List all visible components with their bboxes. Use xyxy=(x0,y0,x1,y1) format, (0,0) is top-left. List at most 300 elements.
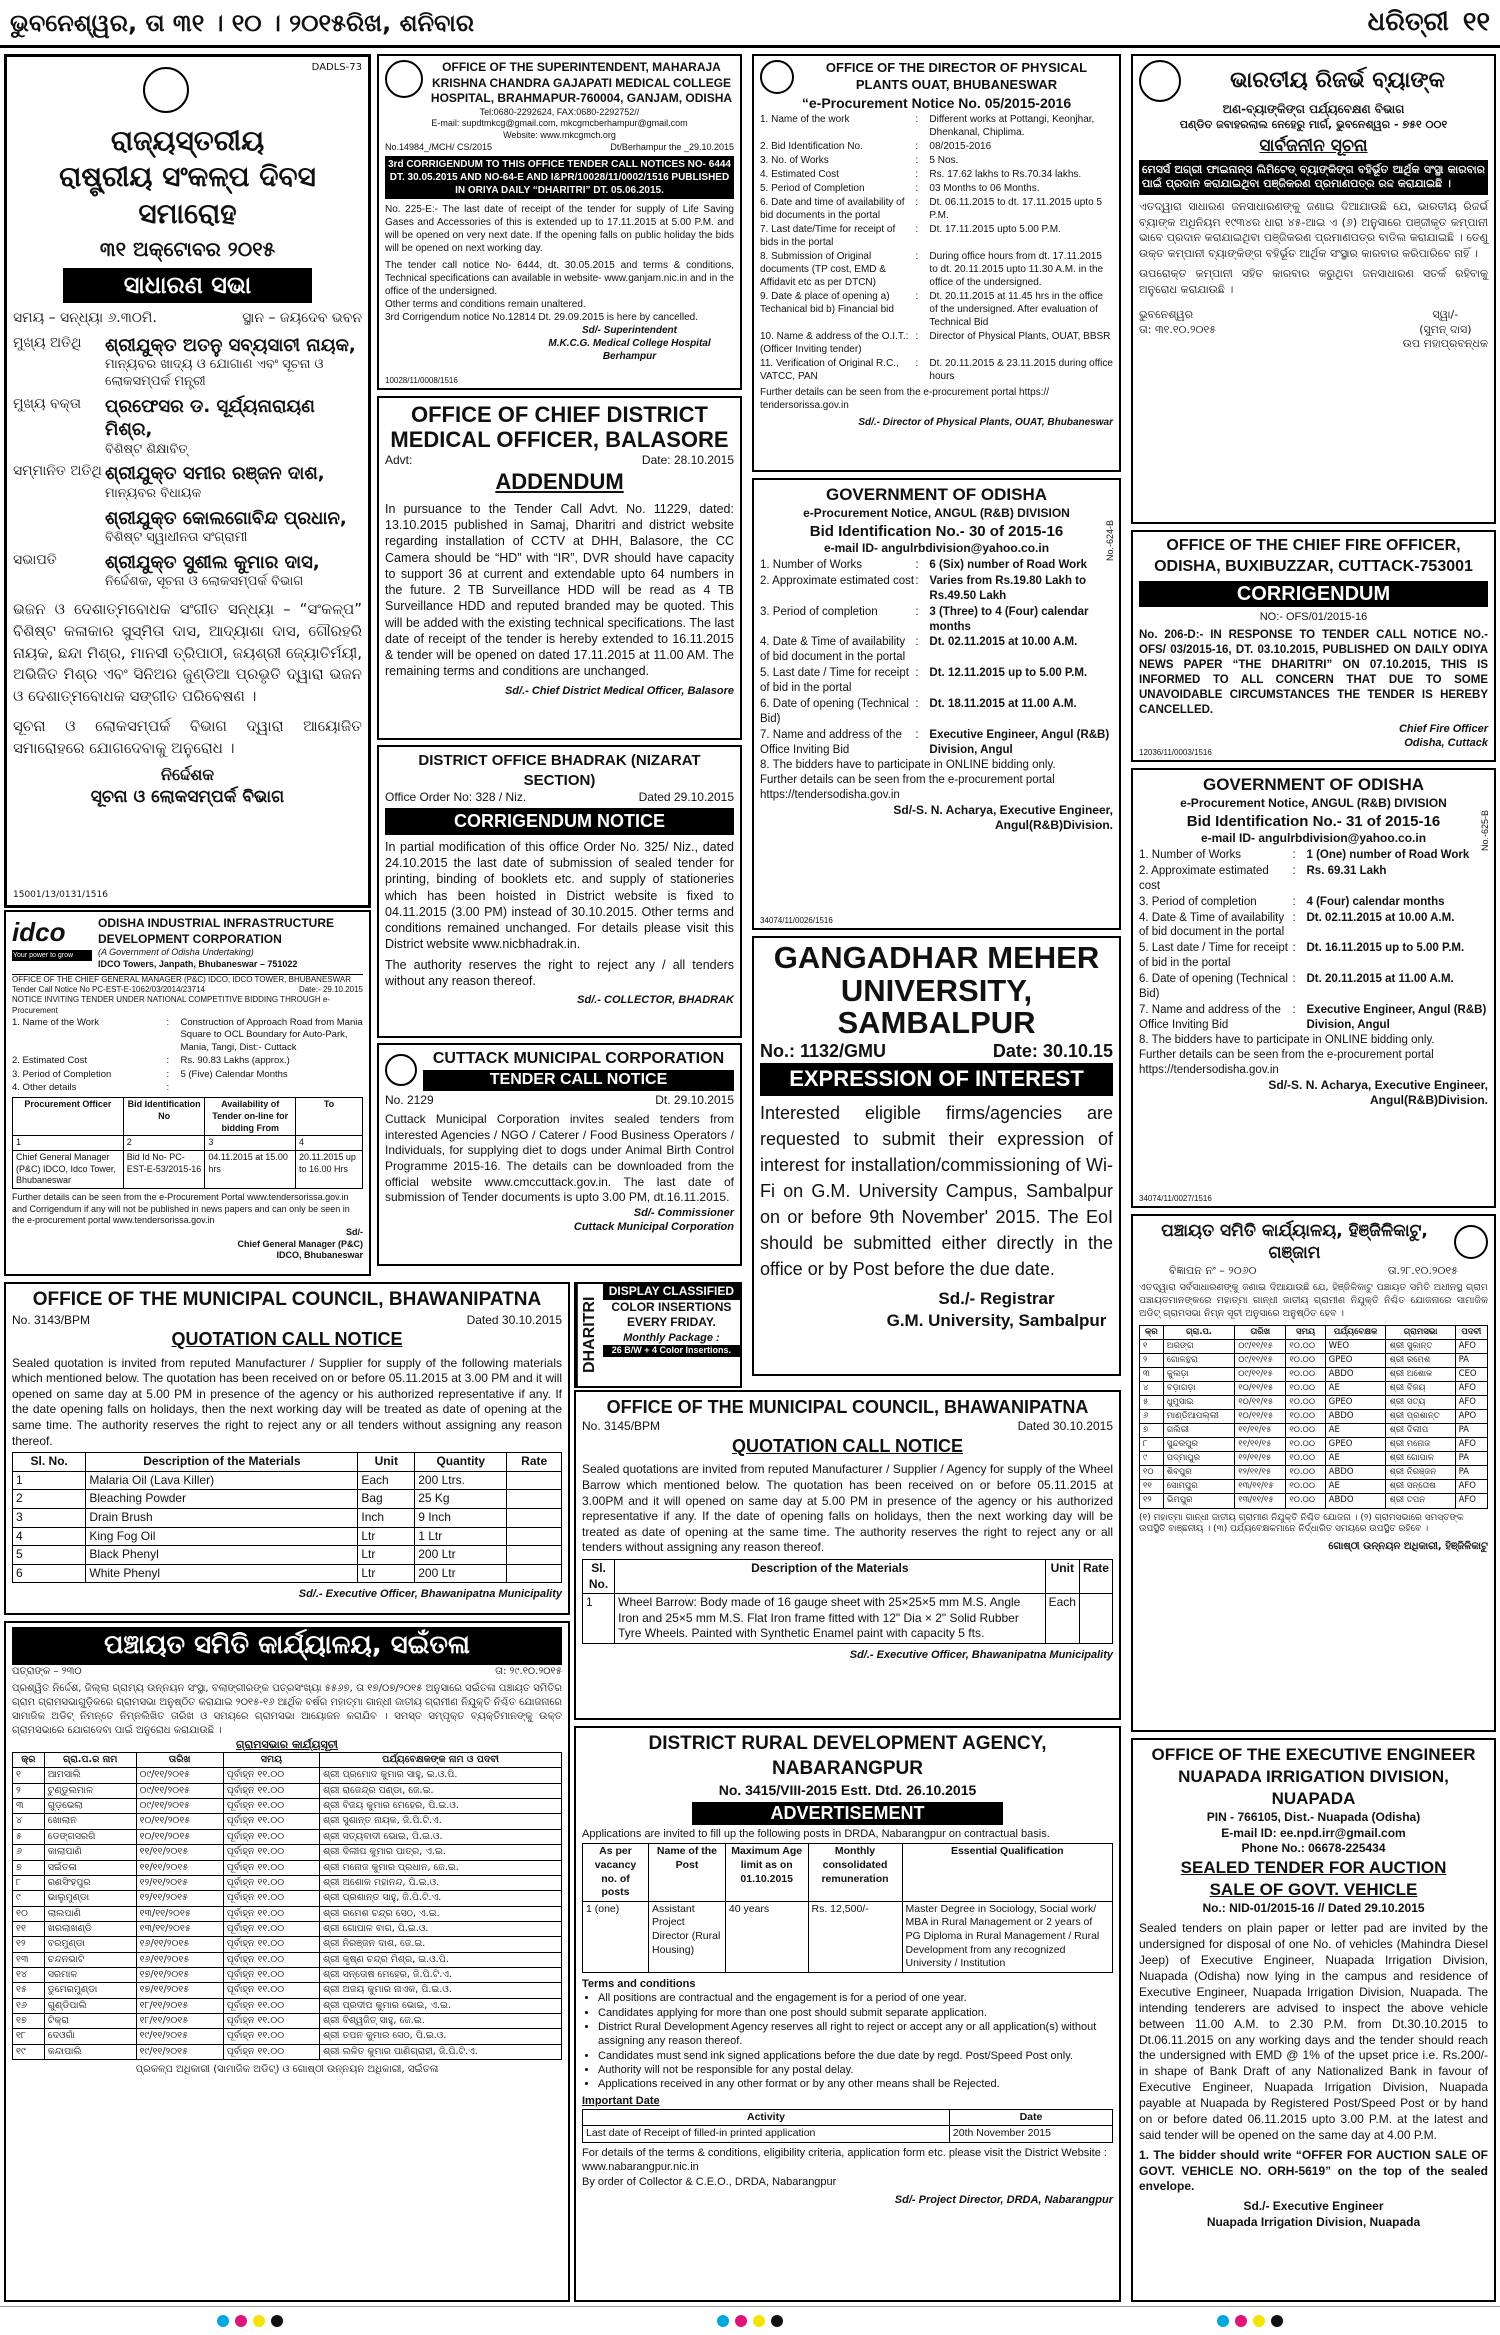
ad-gmu xyxy=(752,936,1121,1376)
emblem-icon xyxy=(143,67,189,113)
dharitri-vertical: DHARITRI xyxy=(576,1284,603,1386)
table-row xyxy=(13,1860,562,1875)
table-header-cell: Name of the Post xyxy=(649,1844,726,1902)
idco-title-block xyxy=(98,916,363,971)
ouat-footer: Further details can be seen from the e-procurement portal https:// tendersorissa.gov.in xyxy=(760,387,1050,412)
gmu-sub: EXPRESSION OF INTEREST xyxy=(760,1063,1113,1096)
detail-row xyxy=(12,1017,363,1054)
table-cell: ୧୨ xyxy=(1140,1494,1164,1508)
angul-31-ref: 34074/11/0027/1516 xyxy=(1139,1193,1212,1203)
detail-row xyxy=(760,290,1113,329)
table-cell: ପୂର୍ବାହ୍ନ ୧୧.୦୦ xyxy=(223,1921,319,1936)
table-cell: ଆମସାଲି xyxy=(44,1768,136,1783)
table-cell: ଭିମପୁର xyxy=(1163,1494,1234,1508)
nuapada-body: Sealed tenders on plain paper or letter pad are invited by the undersigned for disposal of one No. of vehicles (Mahindra Diesel Jeep) of Executive Engineer, Nuapada Irrigation Division, Nuapada (Odisha) now lying in the campus and residence of Executive Engineer, Nuapada Irrigation Division, Nuapada. The intending tenderers are advised to inspect the above vehicle between 11.00 A.M. to 2.30 P.M. from Dt.30.10.2015 to Dt.06.11.2015 on any working days and the tender should reach the undersigned with EMD @ 1% of the upset price i.e. Rs.200/- in shape of Bank Draft of any Nationalized Bank in favour of Executive Engineer, Nuapada Irrigation Division, Nuapada payable at Nuapada by Registered Post/Speed Post or by hand on or before dated 06.11.2015 upto 3.00 P.M. at the latest and said tender will be opened on the same day at 4.00 P.M. xyxy=(1139,1920,1488,2143)
ad-hinjili xyxy=(1131,1214,1496,1732)
idco-sig-3: IDCO, Bhubaneswar xyxy=(276,1250,363,1261)
table-cell: ଶ୍ରୀ ପ୍ରଶାନ୍ତ xyxy=(1386,1410,1455,1424)
detail-value: Rs. 90.83 Lakhs (approx.) xyxy=(180,1055,290,1067)
detail-value: Executive Engineer, Angul (R&B) Division, Angul xyxy=(1306,1004,1487,1032)
table-cell xyxy=(507,1509,562,1528)
table-cell: ୧୦ xyxy=(1140,1466,1164,1480)
table-cell: ପୂର୍ବାହ୍ନ ୧୧.୦୦ xyxy=(223,1891,319,1906)
detail-key: 2. Approximate estimated cost xyxy=(760,574,915,587)
table-cell: ୫ xyxy=(1140,1396,1164,1410)
nuapada-phone: Phone No.: 06678-225434 xyxy=(1241,1841,1386,1856)
detail-sep: : xyxy=(915,224,919,236)
table-cell: AFO xyxy=(1455,1438,1487,1452)
fire-sig-1: Chief Fire Officer xyxy=(1398,722,1488,735)
ouat-sub: “e-Procurement Notice No. 05/2015-2016 xyxy=(801,95,1072,111)
nuapada-title: OFFICE OF THE EXECUTIVE ENGINEER NUAPADA IRRIGATION DIVISION, NUAPADA xyxy=(1151,1745,1476,1809)
bpm1-sig: Sd/.- Executive Officer, Bhawanipatna Municipality xyxy=(298,1588,562,1601)
table-cell: ଗଲିରୀ xyxy=(1163,1424,1234,1438)
detail-row xyxy=(1139,941,1488,971)
table-cell: ୧୦/୧୧/୧୫ xyxy=(1235,1382,1286,1396)
guest-list xyxy=(13,334,362,592)
table-header-cell: ପଦବୀ xyxy=(1455,1325,1487,1339)
detail-key: 3. No. of Works xyxy=(760,155,829,167)
brand-name: ଧରିତ୍ରୀ xyxy=(1367,7,1449,37)
detail-sep: : xyxy=(166,1081,170,1093)
table-cell: ABDO xyxy=(1325,1494,1386,1508)
table-header-cell: Date xyxy=(949,2109,1112,2126)
table-cell: ଶ୍ରୀ ସୁଶାନ୍ତ ନାୟକ, ଜି.ପି.ଟି.ଏ. xyxy=(320,1814,562,1829)
angul-31-item-8: 8. The bidders have to participate in ONLINE bidding only. xyxy=(1139,1034,1435,1047)
dharitri-title: DISPLAY CLASSIFIED xyxy=(603,1284,740,1300)
gmu-no: No.: 1132/GMU xyxy=(760,1040,887,1061)
balasore-body: In pursuance to the Tender Call Advt. No. 11229, dated: 13.10.2015 published in Samaj, Dharitri and district website regarding installation of CCTV at DHH, Balasore, the CC Camera should be “HD” with “IR”, DVR should have capacity to support 36 at current and extendable upto 64 numbers in the future. 2 TB Surveillance HDD will be read as 4 TB Surveillance HDD and reputed branded may be quoted. This will be added with the existing technical specifications. The last date of receipt of the tender is hereby extended to 16.11.2015 & tender will be opened on dated 17.11.2015 at 11.00 AM. The remaining terms and conditions are unchanged. xyxy=(385,501,734,679)
rbi-notice: ସାର୍ବଜନୀନ ସୂଚନା xyxy=(1259,135,1368,156)
drda-imp: Important Date xyxy=(582,2095,660,2108)
saintala-no-row xyxy=(12,1665,562,1678)
table-cell: ସଇଁତଳା xyxy=(44,1860,136,1875)
black-dot xyxy=(271,2315,283,2327)
table-cell: ୧୭/୧୧/୨୦୧୫ xyxy=(136,1983,223,1998)
ad-saintala xyxy=(4,1621,570,2302)
table-cell: APO xyxy=(1455,1410,1487,1424)
table-cell: ୧୦.୦୦ xyxy=(1286,1410,1325,1424)
detail-sep: : xyxy=(1292,895,1296,908)
table-row xyxy=(1140,1382,1488,1396)
detail-value: Dt. 20.11.2015 at 11.00 A.M. xyxy=(1306,973,1454,986)
detail-value: Dt. 02.11.2015 at 10.00 A.M. xyxy=(1306,911,1455,924)
guest-role xyxy=(13,507,105,547)
balasore-sub: ADDENDUM xyxy=(495,469,624,495)
table-cell: 20.11.2015 up to 16.00 Hrs xyxy=(296,1150,363,1188)
balasore-date-row xyxy=(385,453,734,469)
table-row xyxy=(13,1967,562,1982)
table-cell: କୁଲଡ଼ା xyxy=(1163,1368,1234,1382)
drda-terms-title: Terms and conditions xyxy=(582,1978,696,1991)
table-header-cell: ସମୟ xyxy=(223,1753,319,1768)
drda-title: DISTRICT RURAL DEVELOPMENT AGENCY, NABARANGPUR xyxy=(648,1733,1047,1779)
detail-key: 5. Period of Completion xyxy=(760,183,865,195)
detail-key: 1. Name of the work xyxy=(760,114,850,126)
mkcg-sig-3: Berhampur xyxy=(602,350,657,362)
ad-banner: ସାଧାରଣ ସଭା xyxy=(63,268,312,303)
table-cell: ୧୧/୧୧/୧୫ xyxy=(1235,1438,1286,1452)
ouat-header xyxy=(760,60,1113,94)
detail-sep: : xyxy=(915,331,919,343)
black-dot xyxy=(771,2315,783,2327)
drda-imp-table xyxy=(582,2109,1113,2143)
detail-row xyxy=(1139,848,1488,863)
table-cell: ଶ୍ରୀ ମନୋଜ କୁମାର ପ୍ରଧାନ, ଜେ.ଇ. xyxy=(320,1860,562,1875)
table-cell: ଶ୍ରୀ ରମେଶ xyxy=(1386,1354,1455,1368)
detail-row xyxy=(12,1069,363,1081)
table-cell: ପଦ୍ମାପୁର xyxy=(1163,1452,1234,1466)
rbi-logo-icon xyxy=(1139,60,1181,102)
detail-row xyxy=(1139,1003,1488,1033)
detail-sep: : xyxy=(915,636,919,649)
mkcg-body-3: Other terms and conditions remain unaltered. xyxy=(385,298,586,310)
table-index-row xyxy=(13,1136,363,1151)
table-cell: ସରମାଳ xyxy=(44,1967,136,1982)
dharitri-body xyxy=(603,1284,740,1386)
detail-key: 9. Date & place of opening a) Techanical bid b) Financial bid xyxy=(760,291,894,316)
ad-rajyastariya xyxy=(4,54,371,908)
table-row xyxy=(1140,1452,1488,1466)
guest-role: ମୁଖ୍ୟ ବକ୍ତା xyxy=(13,395,81,412)
table-cell: ଶ୍ରୀ ଲଳିତ କୁମାର ପାଣିଗ୍ରାହୀ, ଜି.ପି.ଟି.ଏ. xyxy=(320,2044,562,2059)
detail-sep: : xyxy=(915,197,919,209)
table-cell: ୧୦.୦୦ xyxy=(1286,1396,1325,1410)
table-cell: ଶ୍ରୀ ନିରଞ୍ଜନ xyxy=(1386,1466,1455,1480)
hinjili-body: ଏତଦ୍ୱାରା ସର୍ବସାଧାରଣଙ୍କୁ ଜଣାଇ ଦିଆଯାଉଛି ଯେ, ହିଞ୍ଜିଳିକାଟୁ ପଞ୍ଚାୟତ ସମିତି ଅଧୀନସ୍ଥ ଗ୍ରାମ ପଞ୍ଚାୟତମାନଙ୍କରେ ମହାତ୍ମା ଗାନ୍ଧୀ ଜାତୀୟ ଗ୍ରାମୀଣ ନିଯୁକ୍ତି ନିଶ୍ଚିତ ଯୋଜନାରେ ସାମାଜିକ ଅଡିଟ୍ ଗ୍ରାମସଭା ନିମ୍ନ ସୂଚୀ ଅନୁସାରେ ଅନୁଷ୍ଠିତ ହେବ । xyxy=(1139,1282,1488,1320)
mkcg-corrigendum: 3rd CORRIGENDUM TO THIS OFFICE TENDER CALL NOTICES NO- 6444 DT. 30.05.2015 AND NO-64-E AND I&PR/10028/11/0002/1516 PUBLISHED IN ORIYA DAILY “DHARITRI” DT. 05.06.2015. xyxy=(385,156,734,199)
gmu-sig-1: Sd./- Registrar xyxy=(938,1289,1055,1309)
cmc-no: No. 2129 xyxy=(385,1092,434,1107)
table-cell: Malaria Oil (Lava Killer) xyxy=(86,1471,358,1490)
table-row xyxy=(13,1471,562,1490)
saintala-title: ପଞ୍ଚାୟତ ସମିତି କାର୍ଯ୍ୟାଳୟ, ସଇଁତଳା xyxy=(12,1627,562,1665)
table-row xyxy=(13,1875,562,1890)
ouat-title: OFFICE OF THE DIRECTOR OF PHYSICAL PLANTS OUAT, BHUBANESWAR xyxy=(825,60,1088,92)
ad-venue: ସ୍ଥାନ – ଜୟଦେବ ଭବନ xyxy=(242,310,362,327)
cyan-dot xyxy=(1217,2315,1229,2327)
table-cell: ୦୯/୧୧/୧୫ xyxy=(1235,1368,1286,1382)
detail-key: 2. Approximate estimated cost xyxy=(1139,864,1269,892)
mkcg-email: E-mail: supdtmkcg@gmail.com, mkcgmcberhampur@gmail.com xyxy=(431,118,688,129)
masthead xyxy=(0,0,1500,48)
nuapada-pin: PIN - 766105, Dist.- Nuapada (Odisha) xyxy=(1206,1810,1421,1825)
detail-row xyxy=(1139,864,1488,894)
yellow-dot xyxy=(253,2315,265,2327)
detail-sep: : xyxy=(915,291,919,303)
idco-notice-date: Date:- 29.10.2015 xyxy=(298,984,363,994)
drda-footer: For details of the terms & conditions, eligibility criteria, application form etc. please visit the District Website : www.nabarangpur.nic.in xyxy=(582,2146,1107,2174)
angul-31-email: e-mail ID- angulrbdivision@yahoo.co.in xyxy=(1200,831,1427,846)
idco-address: IDCO Towers, Janpath, Bhubaneswar – 751022 xyxy=(98,958,298,969)
table-header-cell: ଗ୍ରା.ପ. xyxy=(1163,1325,1234,1339)
detail-sep: : xyxy=(166,1017,170,1029)
ad-header-row xyxy=(13,61,362,113)
table-cell: ୧୧ xyxy=(1140,1480,1164,1494)
table-header-cell: Rate xyxy=(1079,1559,1112,1593)
rbi-addr: ପଣ୍ଡିତ ଜବାହରଲାଲ ନେହେରୁ ମାର୍ଗ, ଭୁବନେଶ୍ୱର - ୭୫୧ ୦୦୧ xyxy=(1179,117,1448,131)
table-cell: ଶ୍ରୀ ମନୋଜ xyxy=(1386,1438,1455,1452)
gmu-no-row xyxy=(760,1040,1113,1063)
guest-name: ଶ୍ରୀଯୁକ୍ତ କୋଲଗୋବିନ୍ଦ ପ୍ରଧାନ, xyxy=(105,507,347,529)
table-row xyxy=(583,1594,1113,1644)
table-cell: 6 xyxy=(13,1564,86,1583)
table-cell: ପୂର୍ବାହ୍ନ ୧୧.୦୦ xyxy=(223,1829,319,1844)
cyan-dot xyxy=(217,2315,229,2327)
mkcg-title: OFFICE OF THE SUPERINTENDENT, MAHARAJA KRISHNA CHANDRA GAJAPATI MEDICAL COLLEGE HOSPITAL, BRAHMAPUR-760004, GANJAM, ODISHA xyxy=(430,60,733,106)
table-cell: ଶ୍ରୀ ସୁକାନ୍ତ xyxy=(1386,1339,1455,1353)
table-cell: PA xyxy=(1455,1466,1487,1480)
table-cell: ପୂର୍ବାହ୍ନ ୧୧.୦୦ xyxy=(223,1799,319,1814)
table-cell: AFO xyxy=(1455,1480,1487,1494)
table-cell: ୧ xyxy=(1140,1339,1164,1353)
detail-sep: : xyxy=(1292,942,1296,955)
detail-sep: : xyxy=(915,574,919,587)
table-row xyxy=(1140,1494,1488,1508)
table-cell: 3 xyxy=(205,1136,296,1151)
table-cell: ଶ୍ରୀ ଅଶୋକ ମହାନନ୍ଦ, ପି.ଇ.ଓ. xyxy=(320,1875,562,1890)
table-header-cell: ପର୍ଯ୍ୟବେକ୍ଷକଙ୍କ ନାମ ଓ ପଦବୀ xyxy=(320,1753,562,1768)
table-cell: ଖୋଲାନ xyxy=(44,1814,136,1829)
table-cell: AFO xyxy=(1455,1494,1487,1508)
balasore-advt: Advt: xyxy=(385,452,413,467)
guest-row xyxy=(13,395,362,459)
cmc-body: Cuttack Municipal Corporation invites sealed tenders from interested Agencies / NGO / Caterer / Food Business Operators / Individuals, for supplying diet to dogs under Animal Birth Control Programme 2015-16. The details can be downloaded from the official website www.cmccuttack.gov.in. The last date of submission of Tender documents is upto 3.00 PM, dt.16.11.2015. xyxy=(385,1112,734,1205)
table-header-row xyxy=(583,1844,1113,1902)
detail-value: 03 Months to 06 Months. xyxy=(929,183,1040,195)
table-cell: PA xyxy=(1455,1452,1487,1466)
table-header-cell: ସମୟ xyxy=(1286,1325,1325,1339)
hinjili-logo-icon xyxy=(1454,1225,1488,1259)
table-cell: ସୋମପୁର xyxy=(1163,1480,1234,1494)
table-cell: ୧୯ xyxy=(13,2044,45,2059)
bpm1-date: Dated 30.10.2015 xyxy=(466,1312,562,1327)
table-cell: କନ୍ଦାପାଲି xyxy=(44,2044,136,2059)
table-cell: ୦୯/୧୧/୨୦୧୫ xyxy=(136,1783,223,1798)
table-cell: 3 xyxy=(13,1509,86,1528)
table-header-row xyxy=(1140,1325,1488,1339)
fire-sub: CORRIGENDUM xyxy=(1139,581,1488,607)
mkcg-body-4: 3rd Corrigendum notice No.12814 Dt. 29.09.2015 is here by cancelled. xyxy=(385,311,698,323)
ad-code: DADLS-73 xyxy=(311,62,362,73)
table-body xyxy=(13,1768,562,2060)
table-cell: ୧୦.୦୦ xyxy=(1286,1339,1325,1353)
table-cell: ଶ୍ରୀ ସନ୍ତୋଷ ମେହେର, ଜି.ପି.ଟି.ଏ. xyxy=(320,1967,562,1982)
guest-desc: ବିଶିଷ୍ଟ ସ୍ୱାଧୀନତା ସଂଗ୍ରାମୀ xyxy=(105,530,248,546)
table-header-cell: ତାରିଖ xyxy=(1235,1325,1286,1339)
angul-30-signature xyxy=(760,803,1113,834)
table-cell xyxy=(507,1527,562,1546)
table-cell: ABDO xyxy=(1325,1368,1386,1382)
mkcg-body-2: The tender call notice No- 6444, dt. 30.05.2015 and terms & conditions, Technical specifications can available in website- www.ganjam.nic.in and in the office of the undersigned. xyxy=(385,259,734,297)
drda-intro: Applications are invited to fill up the following posts in DRDA, Nabarangpur on contractual basis. xyxy=(582,1827,1050,1840)
dharitri-inner xyxy=(576,1284,740,1386)
yellow-dot xyxy=(1253,2315,1265,2327)
bhadrak-sig: Sd/.- COLLECTOR, BHADRAK xyxy=(577,994,734,1007)
table-cell: ୬ xyxy=(1140,1410,1164,1424)
table-cell: Assistant Project Director (Rural Housing) xyxy=(649,1901,726,1972)
bpm2-sig: Sd/.- Executive Officer, Bhawanipatna Municipality xyxy=(849,1648,1113,1661)
table-cell: AFO xyxy=(1455,1339,1487,1353)
detail-key: 1. Number of Works xyxy=(1139,848,1242,861)
idco-header xyxy=(12,916,363,971)
table-cell: ପୂର୍ବାହ୍ନ ୧୧.୦୦ xyxy=(223,1875,319,1890)
detail-value: Dt. 02.11.2015 at 10.00 A.M. xyxy=(929,636,1078,649)
table-cell xyxy=(1079,1594,1112,1644)
table-cell: 20th November 2015 xyxy=(949,2126,1112,2143)
table-cell: ABDO xyxy=(1325,1466,1386,1480)
angul-30-item-8: 8. The bidders have to participate in ONLINE bidding only. xyxy=(760,758,1056,771)
table-header-cell: Description of the Materials xyxy=(615,1559,1045,1593)
table-row xyxy=(1140,1466,1488,1480)
rbi-footer: ଉପରୋକ୍ତ କମ୍ପାନୀ ସହିତ କାରବାର କରୁଥିବା ଜନସାଧାରଣ ସତର୍କ ରହିବାକୁ ଅନୁରୋଧ କରାଯାଉଛି । xyxy=(1139,267,1488,297)
table-cell: ବଡ଼ାଗଡ଼ା xyxy=(1163,1382,1234,1396)
table-cell: Rs. 12,500/- xyxy=(808,1901,902,1972)
table-cell: ୧୨/୧୧/୨୦୧୫ xyxy=(136,1875,223,1890)
table-body xyxy=(13,1471,562,1583)
table-cell: ଶ୍ରୀ କୃଷ୍ଣ ଚନ୍ଦ୍ର ମିଶ୍ର, ଇ.ଓ.ପି. xyxy=(320,1952,562,1967)
table-cell: ଚନ୍ଦନଭାଟି xyxy=(44,1952,136,1967)
rbi-sig-3: ଉପ ମହାପ୍ରବନ୍ଧକ xyxy=(1402,336,1488,350)
ad-angul-30 xyxy=(752,478,1121,930)
detail-key: 7. Name and address of the Office Inviting Bid xyxy=(1139,1004,1281,1032)
angul-30-title: GOVERNMENT OF ODISHA xyxy=(825,485,1047,504)
magenta-dot xyxy=(235,2315,247,2327)
ad-director: ନିର୍ଦ୍ଦେଶକ xyxy=(160,765,215,785)
detail-value: Dt. 20.11.2015 & 23.11.2015 during office hours xyxy=(929,358,1113,383)
idco-items xyxy=(12,1017,363,1094)
detail-row xyxy=(12,1055,363,1067)
bhadrak-sub: CORRIGENDUM NOTICE xyxy=(385,808,734,835)
guest-role: ସମ୍ମାନିତ ଅତିଥି xyxy=(13,463,102,480)
table-cell: ୧୭ xyxy=(13,2013,45,2028)
mkcg-logo-icon xyxy=(385,60,423,98)
term-item: • All positions are contractual and the engagement is for a period of one year. xyxy=(598,1991,1113,2005)
detail-value: 6 (Six) number of Road Work xyxy=(929,558,1088,571)
ad-title-2: ରାଷ୍ଟ୍ରୀୟ ସଂକଳ୍ପ ଦିବସ ସମାରୋହ xyxy=(59,160,316,230)
detail-key: 3. Period of completion xyxy=(760,605,878,618)
drda-table xyxy=(582,1843,1113,1973)
detail-sep: : xyxy=(1292,1004,1296,1017)
table-cell: ୧୩/୧୧/୧୫ xyxy=(1235,1480,1286,1494)
table-cell: ପୂର୍ବାହ୍ନ ୧୧.୦୦ xyxy=(223,2044,319,2059)
bpm2-table xyxy=(582,1559,1113,1644)
table-cell: AE xyxy=(1325,1382,1386,1396)
table-header-cell: Quantity xyxy=(415,1453,507,1472)
cmyk-marks-left xyxy=(217,2315,283,2327)
table-cell: 1 xyxy=(13,1471,86,1490)
detail-row xyxy=(760,574,1113,604)
balasore-title: OFFICE OF CHIEF DISTRICT MEDICAL OFFICER, BALASORE xyxy=(390,402,729,453)
guest-details xyxy=(105,334,362,391)
detail-key: 4. Estimated Cost xyxy=(760,169,839,181)
cmyk-marks-right xyxy=(1217,2315,1283,2327)
table-cell: ରଣସିଂହପୁର xyxy=(44,1875,136,1890)
ad-cuttack-mc xyxy=(377,1043,742,1266)
table-cell: 5 xyxy=(13,1546,86,1565)
cmc-title-block xyxy=(423,1049,734,1091)
table-cell: ଭାଲୁମୁଣ୍ଡା xyxy=(44,1891,136,1906)
table-cell: ବରମୁଣ୍ଡା xyxy=(44,1937,136,1952)
table-cell: ୭ xyxy=(1140,1424,1164,1438)
table-cell: ୧୦.୦୦ xyxy=(1286,1466,1325,1480)
idco-sig-2: Chief General Manager (P&C) xyxy=(237,1238,363,1249)
detail-sep: : xyxy=(915,729,919,742)
table-header-cell: Rate xyxy=(507,1453,562,1472)
table-cell: ୩ xyxy=(1140,1368,1164,1382)
saintala-no: ପତ୍ରାଙ୍କ – ୨୩୦ xyxy=(12,1665,82,1677)
table-cell: ୧୧/୧୧/୨୦୧୫ xyxy=(136,1860,223,1875)
table-cell: ୧୨/୧୧/୧୫ xyxy=(1235,1452,1286,1466)
table-cell: ଶ୍ରୀ ବିଜୟ xyxy=(1386,1382,1455,1396)
table-row xyxy=(13,1509,562,1528)
table-cell: ABDO xyxy=(1325,1410,1386,1424)
table-cell: PA xyxy=(1455,1424,1487,1438)
bpm1-no: No. 3143/BPM xyxy=(12,1312,91,1327)
mkcg-ref: 10028/11/0008/1516 xyxy=(385,375,458,385)
table-cell: ୧୦.୦୦ xyxy=(1286,1424,1325,1438)
mkcg-signature xyxy=(525,324,734,363)
ad-bhawanipatna-3143 xyxy=(4,1282,570,1615)
table-cell: PA xyxy=(1455,1354,1487,1368)
table-header-row xyxy=(583,1559,1113,1593)
detail-key: 5. Last date / Time for receipt of bid in the portal xyxy=(1139,942,1288,970)
masthead-date: ଭୁବନେଶ୍ୱର, ତା ୩୧ । ୧୦ । ୨୦୧୫ରିଖ, ଶନିବାର xyxy=(10,8,475,37)
angul-31-items xyxy=(1139,848,1488,1033)
angul-30-bid: Bid Identification No.- 30 of 2015-16 xyxy=(809,522,1064,540)
saintala-sig: ପ୍ରକଳ୍ପ ଅଧିକାରୀ (ସାମାଜିକ ଅଡିଟ୍) ଓ ଗୋଷ୍ଠୀ ଉନ୍ନୟନ ଅଧିକାରୀ, ସଇଁତଳା xyxy=(135,2063,439,2075)
ad-bhadrak xyxy=(377,745,742,1038)
bhadrak-no: Office Order No: 328 / Niz. xyxy=(385,790,527,804)
table-header-cell: Bid Identification No xyxy=(123,1098,205,1136)
table-cell xyxy=(507,1471,562,1490)
table-cell: ୧୬/୧୧/୨୦୧୫ xyxy=(136,1937,223,1952)
table-cell: ୧୧/୧୧/୧୫ xyxy=(1235,1424,1286,1438)
detail-value: 3 (Three) to 4 (Four) calendar months xyxy=(929,605,1089,633)
mkcg-sig-1: Sd/- Superintendent xyxy=(582,324,677,336)
table-cell: ୧୨ xyxy=(13,1937,45,1952)
table-cell: ୧୬/୧୧/୨୦୧୫ xyxy=(136,1952,223,1967)
table-cell: ଟୁଣ୍ଡୁଲମାଳ xyxy=(44,1783,136,1798)
table-cell: ୧ xyxy=(13,1768,45,1783)
detail-sep: : xyxy=(915,251,919,263)
guest-name: ପ୍ରଫେସର ଡ. ସୂର୍ଯ୍ୟନାରାୟଣ ମିଶ୍ର, xyxy=(105,395,315,441)
detail-key: 5. Last date / Time for receipt of bid in the portal xyxy=(760,667,909,695)
nuapada-note: 1. The bidder should write “OFFER FOR AUCTION SALE OF GOVT. VEHICLE NO. ORH-5619” on the top of the sealed envelope. xyxy=(1139,2148,1488,2194)
table-header-row xyxy=(583,2109,1113,2126)
table-cell: White Phenyl xyxy=(86,1564,358,1583)
table-cell: ପୂର୍ବାହ୍ନ ୧୧.୦୦ xyxy=(223,1906,319,1921)
detail-key: 7. Last date/Time for receipt of bids in the portal xyxy=(760,224,896,249)
table-cell: Black Phenyl xyxy=(86,1546,358,1565)
angul-30-sig-2: Angul(R&B)Division. xyxy=(995,818,1113,833)
detail-value: 5 Nos. xyxy=(929,155,959,167)
detail-row xyxy=(1139,895,1488,910)
table-cell: ଧୁମୁସାଇ xyxy=(1163,1396,1234,1410)
detail-row xyxy=(760,182,1113,195)
table-row xyxy=(13,1845,562,1860)
detail-key: 7. Name and address of the Office Inviting Bid xyxy=(760,729,902,757)
table-cell: ପୂର୍ବାହ୍ନ ୧୧.୦୦ xyxy=(223,1937,319,1952)
table-cell: ଶ୍ରୀ ପ୍ରଶାନ୍ତ ସାହୁ, ଜି.ପି.ଟି.ଏ. xyxy=(320,1891,562,1906)
table-header-cell: Essential Qualification xyxy=(902,1844,1113,1902)
table-row xyxy=(1140,1396,1488,1410)
table-header-cell: କ୍ର xyxy=(1140,1325,1164,1339)
table-cell: ୦୯/୧୧/୧୫ xyxy=(1235,1354,1286,1368)
bpm1-table xyxy=(12,1452,562,1583)
detail-key: 10. Name & address of the O.I.T.: (Officer Inviting tender) xyxy=(760,331,909,356)
rbi-sig-1: ସ୍ୱା/- xyxy=(1432,308,1459,322)
